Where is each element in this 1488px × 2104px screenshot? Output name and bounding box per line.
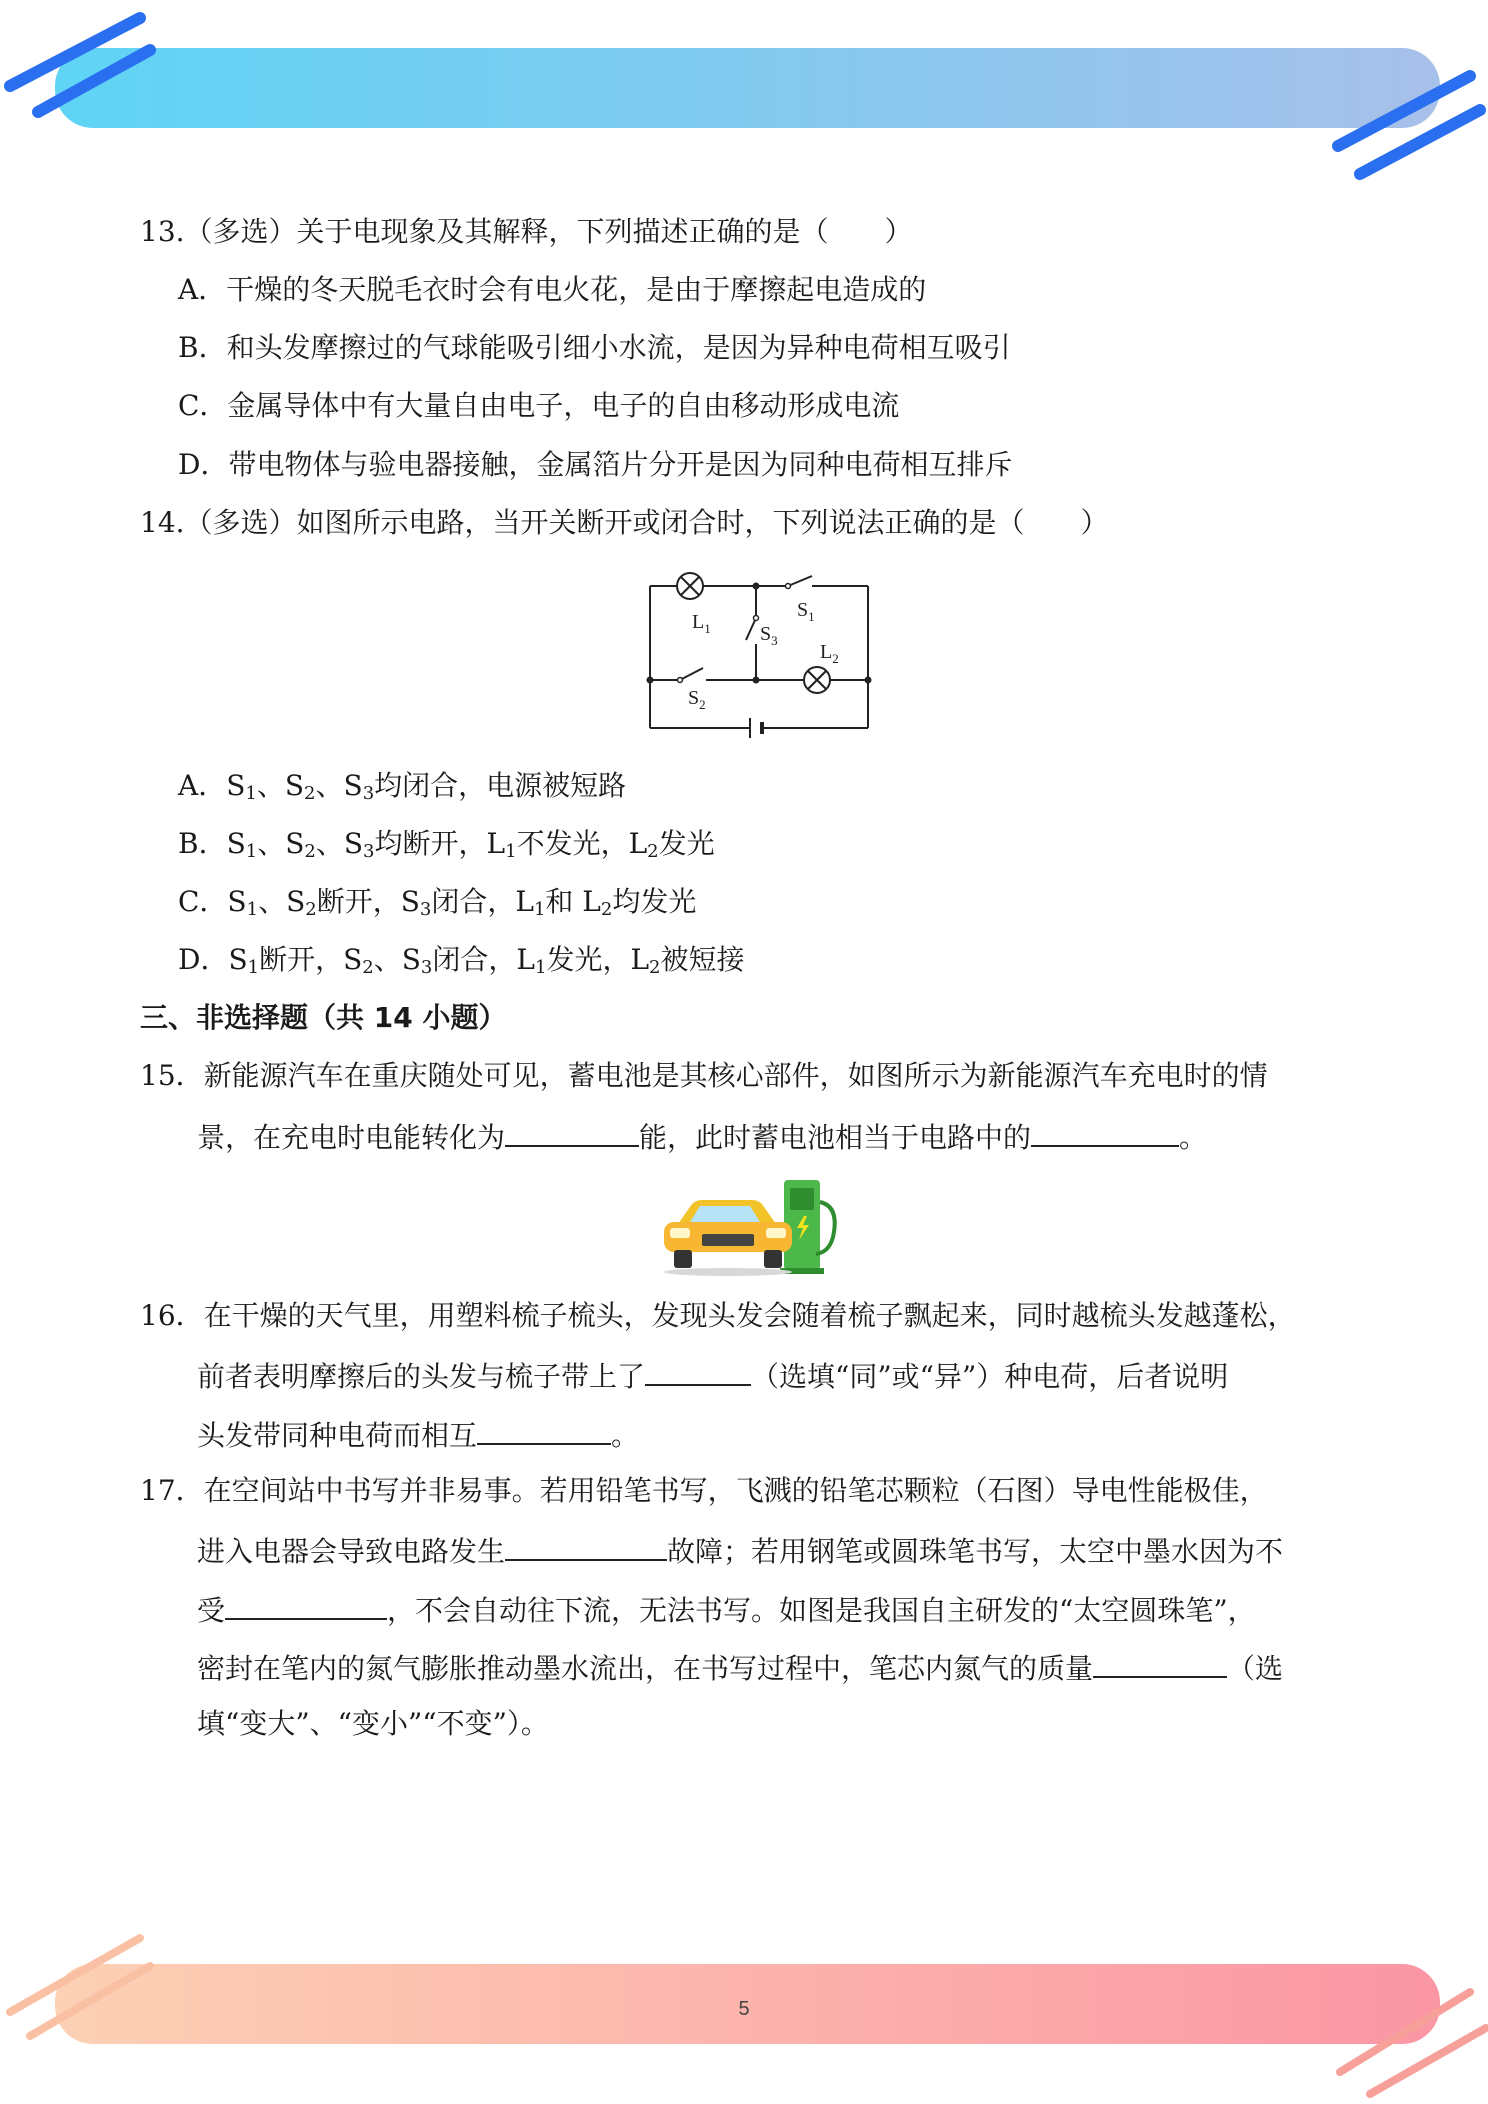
q17-line3: 受 ，不会自动往下流，无法书写。如图是我国自主研发的“太空圆珠笔”， [197, 1588, 1256, 1631]
q17-blank-1[interactable] [505, 1529, 667, 1561]
q14-option-d: D．$S_1$断开，$S_2$、$S_3$闭合，$L_1$发光，$L_2$被短接 [178, 943, 745, 978]
header-band [10, 18, 1480, 174]
q13-option-a: A．干燥的冬天脱毛衣时会有电火花，是由于摩擦起电造成的 [178, 273, 927, 306]
page-number: 5 [738, 1998, 750, 2020]
q13-option-b: B．和头发摩擦过的气球能吸引细小水流，是因为异种电荷相互吸引 [178, 331, 1011, 364]
q14-option-b: B．$S_1$、$S_2$、$S_3$均断开，$L_1$不发光，$L_2$发光 [178, 827, 715, 862]
q13-option-c: C．金属导体中有大量自由电子，电子的自由移动形成电流 [178, 389, 900, 422]
q15-blank-2[interactable] [1031, 1115, 1179, 1147]
q16-line3: 头发带同种电荷而相互 。 [197, 1413, 639, 1456]
q17-line2: 进入电器会导致电路发生 故障；若用钢笔或圆珠笔书写，太空中墨水因为不 [197, 1529, 1283, 1572]
q15-blank-1[interactable] [505, 1115, 639, 1147]
q17-blank-3[interactable] [1093, 1646, 1227, 1678]
q17-line5: 填“变大”、“变小”“不变”）。 [197, 1707, 549, 1740]
label-s2: $S_2$ [688, 687, 706, 712]
q17-line4: 密封在笔内的氮气膨胀推动墨水流出，在书写过程中，笔芯内氮气的质量 （选 [197, 1646, 1283, 1689]
charging-car-image [656, 1176, 842, 1276]
q14-stem: 14.（多选）如图所示电路，当开关断开或闭合时，下列说法正确的是（ ） [140, 506, 1109, 539]
q13-stem: 13.（多选）关于电现象及其解释，下列描述正确的是（ ） [140, 215, 913, 248]
q16-blank-1[interactable] [645, 1354, 751, 1386]
q14-option-a: A．$S_1$、$S_2$、$S_3$均闭合，电源被短路 [178, 769, 627, 804]
label-l1: $L_1$ [692, 611, 711, 636]
q15-line1: 15．新能源汽车在重庆随处可见，蓄电池是其核心部件，如图所示为新能源汽车充电时的情 [140, 1059, 1268, 1092]
label-l2: $L_2$ [820, 641, 839, 666]
q16-line1: 16．在干燥的天气里，用塑料梳子梳头，发现头发会随着梳子飘起来，同时越梳头发越蓬松， [140, 1299, 1296, 1332]
label-s1: $S_1$ [797, 599, 815, 624]
section-title: 三、非选择题（共 14 小题） [140, 1001, 507, 1034]
q14-option-c: C．$S_1$、$S_2$断开，$S_3$闭合，$L_1$和 $L_2$均发光 [178, 885, 697, 920]
circuit-diagram [640, 568, 880, 738]
q13-option-d: D．带电物体与验电器接触，金属箔片分开是因为同种电荷相互排斥 [178, 448, 1013, 481]
q17-line1: 17．在空间站中书写并非易事。若用铅笔书写，飞溅的铅笔芯颗粒（石图）导电性能极佳， [140, 1474, 1268, 1507]
q16-blank-2[interactable] [477, 1413, 611, 1445]
q17-blank-2[interactable] [225, 1588, 387, 1620]
q16-line2: 前者表明摩擦后的头发与梳子带上了 （选填“同”或“异”）种电荷，后者说明 [197, 1354, 1228, 1397]
label-s3: $S_3$ [760, 623, 778, 648]
q15-line2: 景，在充电时电能转化为 能，此时蓄电池相当于电路中的 。 [197, 1115, 1207, 1158]
